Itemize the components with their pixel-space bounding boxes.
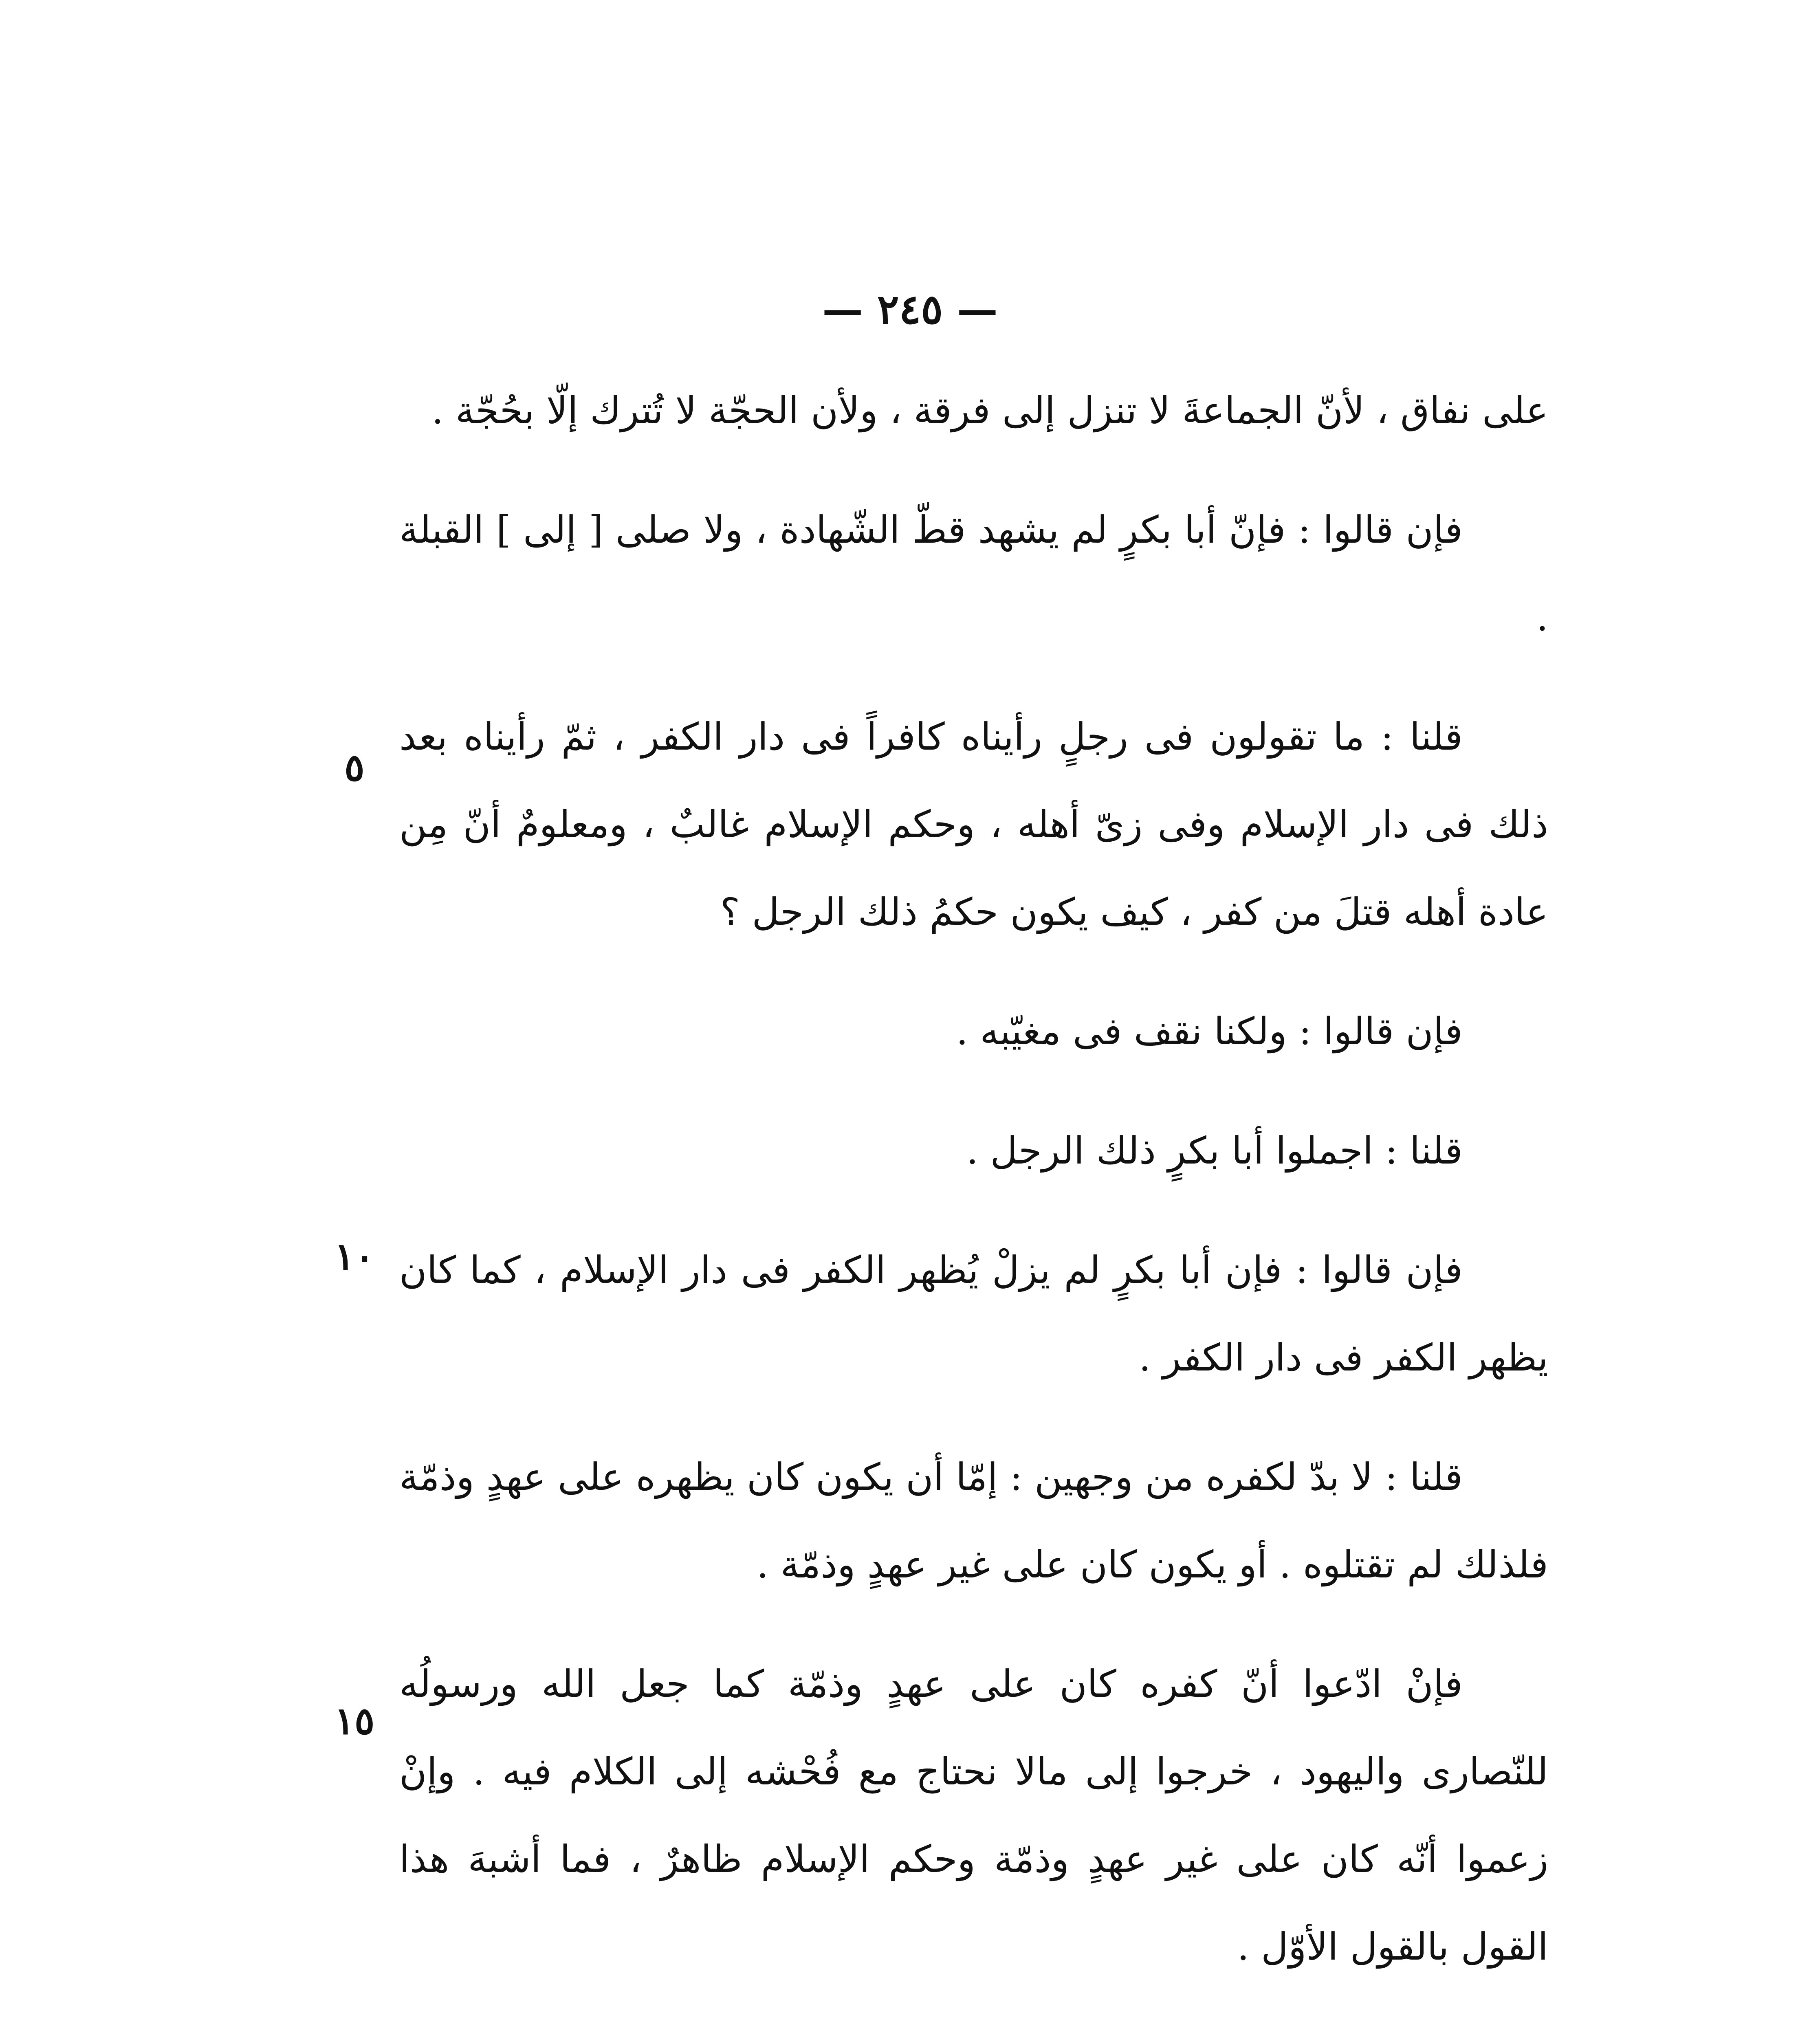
paragraph: فإنْ ادّعوا أنّ كفره كان على عهدٍ وذمّة كما جعل الله ورسولُه للنّصارى واليهود ، خرجوا إلى مالا نحتاج مع فُحْشه إلى الكلام فيه . وإنْ زعموا أنّه كان على غير عهدٍ وذمّة وحكم الإسلام ظاهرٌ ، فما أشبهَ هذا القول بالقول الأوّل .: [399, 1662, 1548, 1969]
paragraph: على نفاق ، لأنّ الجماعةَ لا تنزل إلى فرقة ، ولأن الحجّة لا تُترك إلّا بحُجّة .: [431, 389, 1548, 432]
paragraph: فإن قالوا : فإنّ أبا بكرٍ لم يشهد قطّ الشّهادة ، ولا صلى [ إلى ] القبلة .: [399, 508, 1548, 639]
line-number-5: ٥: [344, 746, 365, 790]
paragraph: قلنا : لا بدّ لكفره من وجهين : إمّا أن يكون كان يظهره على عهدٍ وذمّة فلذلك لم تقتلوه . أو يكون كان على غير عهدٍ وذمّة .: [399, 1455, 1548, 1586]
line-number-10: ١٠: [334, 1234, 375, 1278]
line-number-15: ١٥: [334, 1699, 375, 1743]
paragraph: [399, 2022, 1548, 2037]
paragraph: فإن قالوا : ولكنا نقف فى مغيّبه .: [956, 1010, 1463, 1053]
body-text: [399, 367, 1548, 2037]
page-number: — ٢٤٥ —: [822, 285, 998, 333]
paragraph: قلنا : ما تقولون فى رجلٍ رأيناه كافراً فى دار الكفر ، ثمّ رأيناه بعد ذلك فى دار الإسلام وفى زىّ أهله ، وحكم الإسلام غالبٌ ، ومعلومٌ أنّ مِن عادة أهله قتلَ من كفر ، كيف يكون حكمُ ذلك الرجل ؟: [399, 715, 1548, 934]
paragraph: قلنا : اجملوا أبا بكرٍ ذلك الرجل .: [966, 1129, 1463, 1172]
paragraph: فإن قالوا : فإن أبا بكرٍ لم يزلْ يُظهر الكفر فى دار الإسلام ، كما كان يظهر الكفر فى دار الكفر .: [399, 1248, 1548, 1379]
